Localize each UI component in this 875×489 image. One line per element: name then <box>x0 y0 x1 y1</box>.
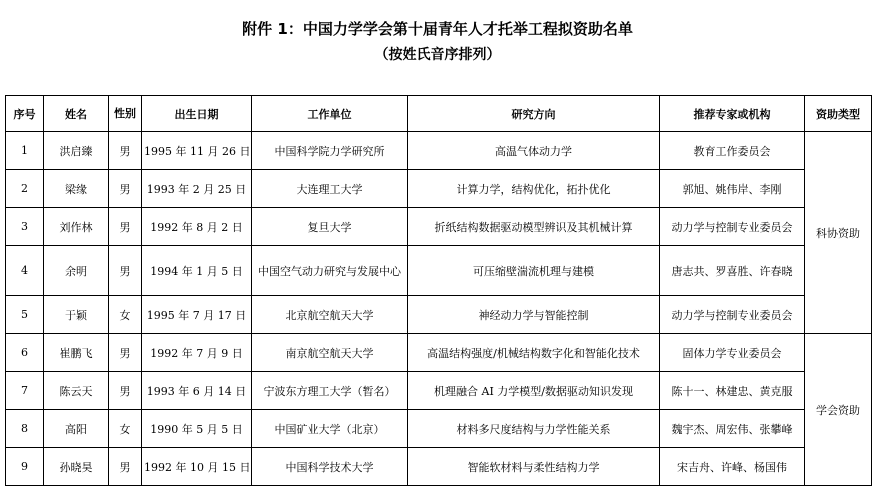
header-field: 研究方向 <box>408 96 660 132</box>
cell-no: 5 <box>6 296 44 334</box>
cell-org: 中国空气动力研究与发展中心 <box>252 246 408 296</box>
cell-name: 崔鹏飞 <box>44 334 109 372</box>
cell-no: 1 <box>6 132 44 170</box>
cell-name: 陈云天 <box>44 372 109 410</box>
table-row <box>6 208 872 246</box>
cell-birth: 1993 年 2 月 25 日 <box>142 170 252 208</box>
cell-sex: 男 <box>109 132 142 170</box>
cell-sex: 女 <box>109 296 142 334</box>
cell-name: 洪启臻 <box>44 132 109 170</box>
cell-funding-type-xuehui: 学会资助 <box>805 334 872 486</box>
cell-recommender: 唐志共、罗喜胜、许春晓 <box>660 246 805 296</box>
cell-sex: 男 <box>109 246 142 296</box>
cell-name: 于颖 <box>44 296 109 334</box>
cell-field: 高温气体动力学 <box>408 132 660 170</box>
cell-no: 8 <box>6 410 44 448</box>
cell-sex: 女 <box>109 410 142 448</box>
cell-org: 大连理工大学 <box>252 170 408 208</box>
cell-birth: 1992 年 7 月 9 日 <box>142 334 252 372</box>
cell-birth: 1992 年 10 月 15 日 <box>142 448 252 486</box>
cell-recommender: 动力学与控制专业委员会 <box>660 208 805 246</box>
cell-name: 梁缘 <box>44 170 109 208</box>
cell-no: 3 <box>6 208 44 246</box>
cell-recommender: 郭旭、姚伟岸、李刚 <box>660 170 805 208</box>
cell-no: 2 <box>6 170 44 208</box>
cell-org: 北京航空航天大学 <box>252 296 408 334</box>
cell-field: 计算力学，结构优化，拓扑优化 <box>408 170 660 208</box>
header-org: 工作单位 <box>252 96 408 132</box>
cell-birth: 1994 年 1 月 5 日 <box>142 246 252 296</box>
cell-org: 复旦大学 <box>252 208 408 246</box>
table-row <box>6 170 872 208</box>
cell-recommender: 魏宇杰、周宏伟、张攀峰 <box>660 410 805 448</box>
table-row <box>6 372 872 410</box>
cell-sex: 男 <box>109 170 142 208</box>
header-type: 资助类型 <box>805 96 872 132</box>
cell-field: 智能软材料与柔性结构力学 <box>408 448 660 486</box>
cell-org: 中国矿业大学（北京） <box>252 410 408 448</box>
cell-field: 机理融合 AI 力学模型/数据驱动知识发现 <box>408 372 660 410</box>
cell-funding-type-kexie: 科协资助 <box>805 132 872 334</box>
cell-sex: 男 <box>109 372 142 410</box>
cell-field: 材料多尺度结构与力学性能关系 <box>408 410 660 448</box>
cell-org: 中国科学院力学研究所 <box>252 132 408 170</box>
cell-no: 6 <box>6 334 44 372</box>
cell-recommender: 固体力学专业委员会 <box>660 334 805 372</box>
cell-birth: 1995 年 7 月 17 日 <box>142 296 252 334</box>
header-sex: 性别 <box>109 96 142 132</box>
cell-birth: 1990 年 5 月 5 日 <box>142 410 252 448</box>
cell-no: 7 <box>6 372 44 410</box>
cell-sex: 男 <box>109 208 142 246</box>
cell-birth: 1993 年 6 月 14 日 <box>142 372 252 410</box>
header-recommender: 推荐专家或机构 <box>660 96 805 132</box>
cell-no: 9 <box>6 448 44 486</box>
cell-field: 高温结构强度/机械结构数字化和智能化技术 <box>408 334 660 372</box>
cell-recommender: 动力学与控制专业委员会 <box>660 296 805 334</box>
cell-org: 中国科学技术大学 <box>252 448 408 486</box>
cell-recommender: 宋吉舟、许峰、杨国伟 <box>660 448 805 486</box>
cell-name: 余明 <box>44 246 109 296</box>
header-no: 序号 <box>6 96 44 132</box>
cell-org: 南京航空航天大学 <box>252 334 408 372</box>
cell-recommender: 陈十一、林建忠、黄克服 <box>660 372 805 410</box>
cell-birth: 1995 年 11 月 26 日 <box>142 132 252 170</box>
cell-field: 神经动力学与智能控制 <box>408 296 660 334</box>
table-row <box>6 410 872 448</box>
funding-list-table <box>5 95 872 486</box>
cell-name: 孙晓昊 <box>44 448 109 486</box>
cell-name: 刘作林 <box>44 208 109 246</box>
cell-no: 4 <box>6 246 44 296</box>
table-row <box>6 246 872 296</box>
document-subtitle: （按姓氏音序排列） <box>374 47 501 63</box>
table-row <box>6 132 872 170</box>
header-name: 姓名 <box>44 96 109 132</box>
header-row <box>6 96 872 132</box>
table-row <box>6 448 872 486</box>
table-row <box>6 334 872 372</box>
cell-org: 宁波东方理工大学（暂名） <box>252 372 408 410</box>
cell-field: 可压缩壁湍流机理与建模 <box>408 246 660 296</box>
cell-recommender: 教育工作委员会 <box>660 132 805 170</box>
cell-birth: 1992 年 8 月 2 日 <box>142 208 252 246</box>
table-row <box>6 296 872 334</box>
header-birth: 出生日期 <box>142 96 252 132</box>
cell-sex: 男 <box>109 334 142 372</box>
cell-sex: 男 <box>109 448 142 486</box>
document-title: 附件 1：中国力学学会第十届青年人才托举工程拟资助名单 <box>242 20 633 38</box>
cell-name: 高阳 <box>44 410 109 448</box>
cell-field: 折纸结构数据驱动模型辨识及其机械计算 <box>408 208 660 246</box>
